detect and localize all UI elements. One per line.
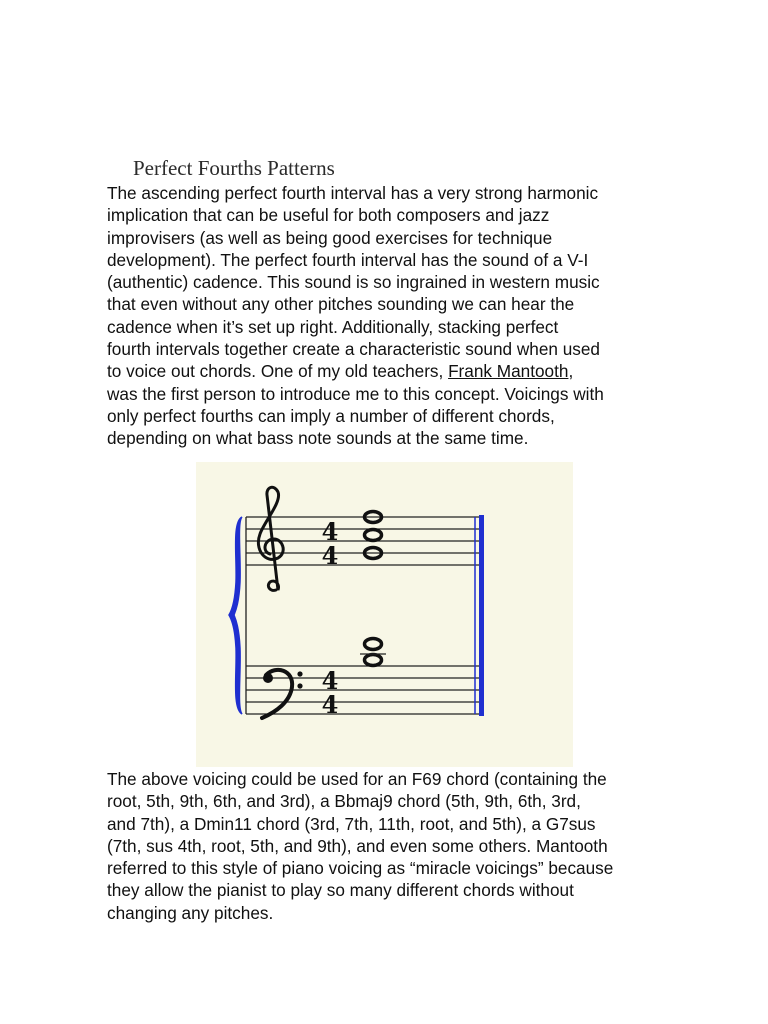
text-line: implication that can be useful for both composers and jazz xyxy=(107,205,550,226)
text-line: The ascending perfect fourth interval has a very strong harmonic xyxy=(107,183,599,203)
bass-clef-icon xyxy=(262,670,303,718)
text-line xyxy=(107,360,687,382)
text-line: was the first person to introduce me to this concept. Voicings with xyxy=(107,383,604,404)
explanation-paragraph xyxy=(107,768,687,924)
bass-time-sig-top: 4 xyxy=(321,666,339,695)
whole-note xyxy=(365,655,382,666)
text-fragment: to voice out chords. One of my old teachers, xyxy=(107,361,449,382)
brace-icon xyxy=(229,517,242,714)
text-line: (authentic) cadence. This sound is so ingrained in western music xyxy=(107,272,600,293)
whole-note xyxy=(365,530,382,541)
treble-chord xyxy=(365,512,382,559)
text-line: and 7th), a Dmin11 chord (3rd, 7th, 11th, root, and 5th), a G7sus xyxy=(107,813,596,834)
text-line: they allow the pianist to play so many different chords without xyxy=(107,880,574,901)
treble-time-sig-bottom: 4 xyxy=(321,541,339,570)
section-heading: Perfect Fourths Patterns xyxy=(133,156,335,180)
bass-time-sig-bottom: 4 xyxy=(321,690,339,719)
bass-chord xyxy=(360,639,386,666)
whole-note xyxy=(365,639,382,650)
frank-mantooth-link[interactable]: Frank Mantooth xyxy=(448,361,569,382)
text-line: improvisers (as well as being good exercises for technique xyxy=(107,227,553,248)
text-line: fourth intervals together create a characteristic sound when used xyxy=(107,339,600,360)
intro-paragraph xyxy=(107,182,687,450)
text-line: The above voicing could be used for an F69 chord (containing the xyxy=(107,769,607,789)
text-line: only perfect fourths can imply a number of different chords, xyxy=(107,405,555,426)
thick-barline xyxy=(479,515,484,716)
text-line: root, 5th, 9th, 6th, and 3rd), a Bbmaj9 chord (5th, 9th, 6th, 3rd, xyxy=(107,791,581,812)
treble-time-sig-top: 4 xyxy=(321,517,339,546)
text-line: referred to this style of piano voicing as “miracle voicings” because xyxy=(107,858,614,879)
text-line: that even without any other pitches sounding we can hear the xyxy=(107,294,575,315)
text-line: depending on what bass note sounds at the same time. xyxy=(107,428,529,449)
treble-clef-icon xyxy=(258,487,283,590)
text-line: (7th, sus 4th, root, 5th, and 9th), and even some others. Mantooth xyxy=(107,835,608,856)
music-notation-figure xyxy=(196,462,573,767)
text-line: development). The perfect fourth interval has the sound of a V-I xyxy=(107,249,589,270)
text-line: cadence when it’s set up right. Additionally, stacking perfect xyxy=(107,316,559,337)
text-fragment: , xyxy=(568,361,574,382)
text-line: changing any pitches. xyxy=(107,902,274,923)
grand-staff xyxy=(196,462,573,767)
